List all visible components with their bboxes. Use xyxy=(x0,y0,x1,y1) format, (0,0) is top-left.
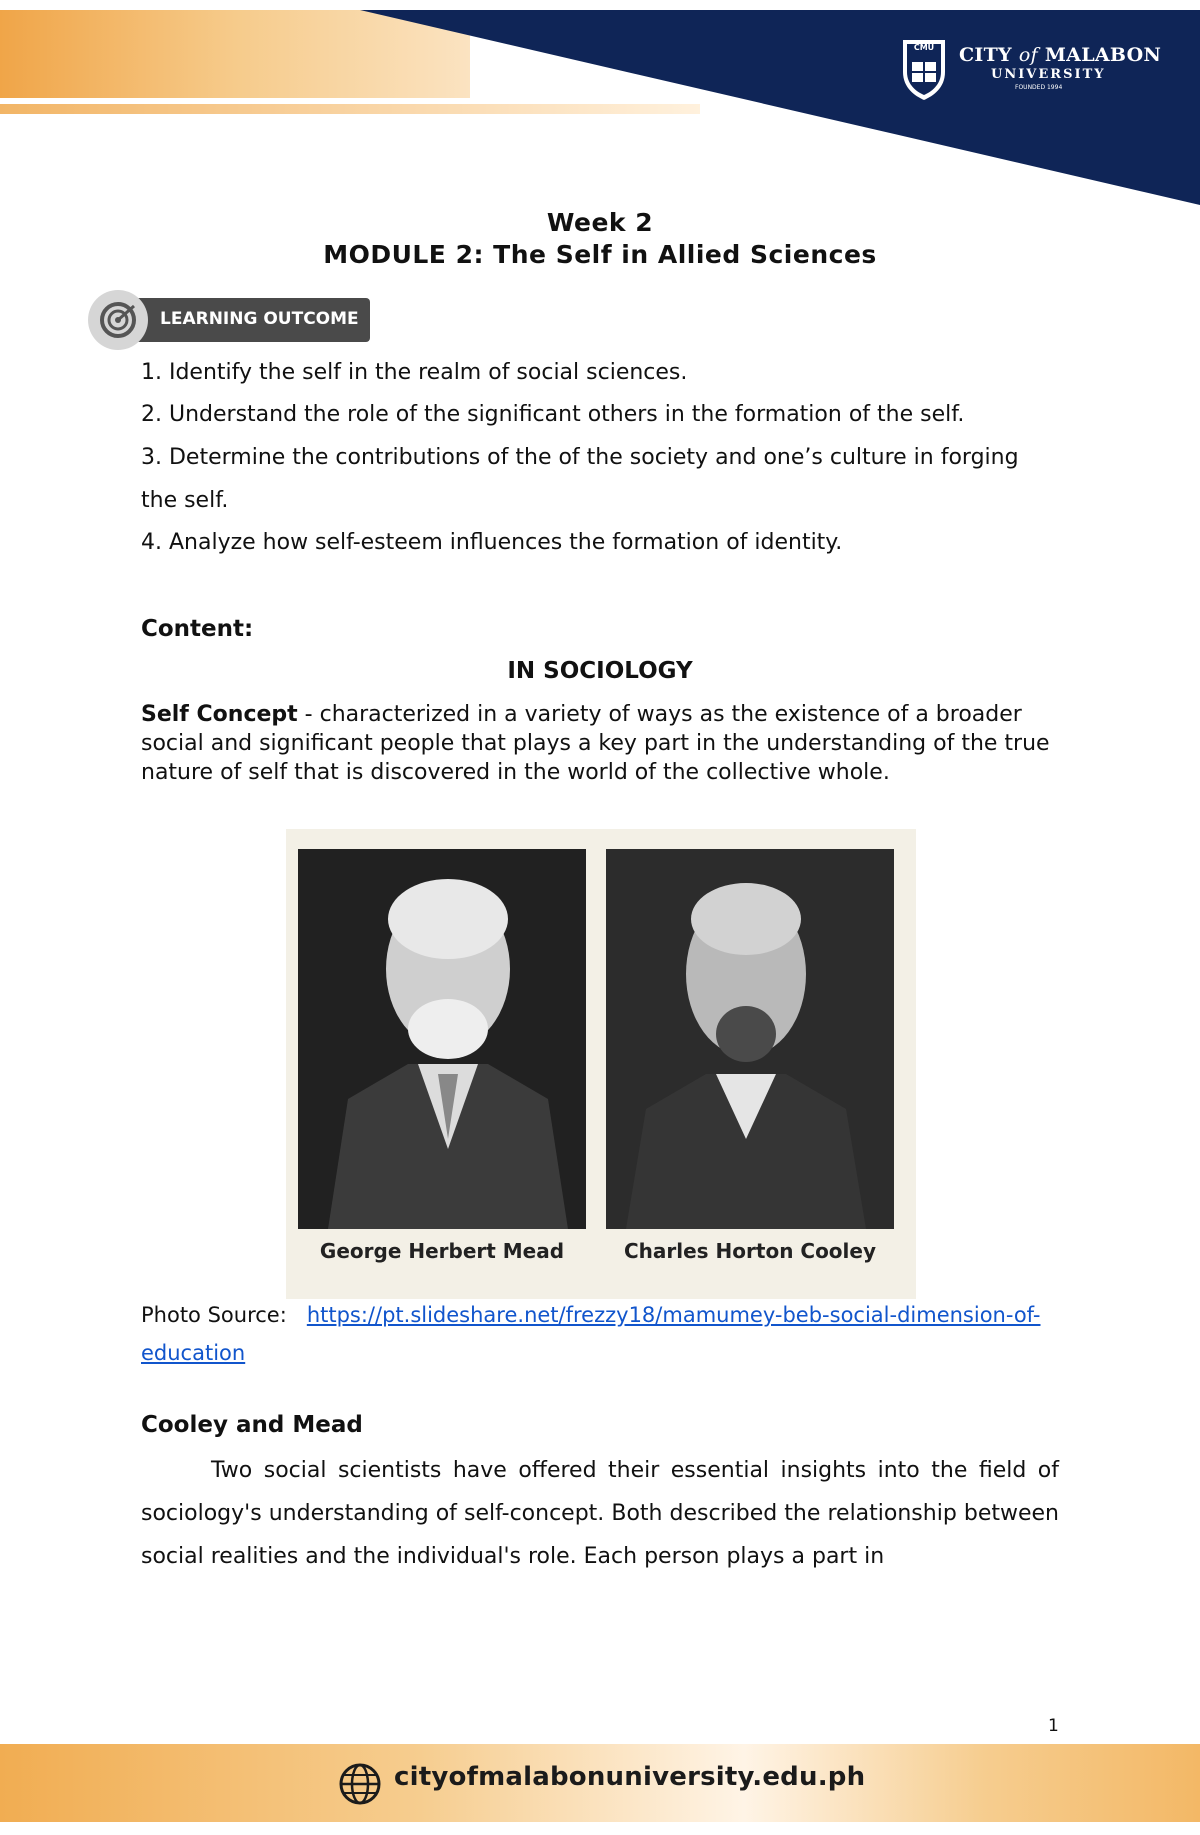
header-banner xyxy=(0,0,1200,220)
university-subtitle: UNIVERSITY xyxy=(991,67,1106,82)
university-name: CITY of MALABON xyxy=(959,44,1162,66)
outcome-item: 2. Understand the role of the significant others in the formation of the self. xyxy=(141,402,965,427)
self-concept-definition: - characterized in a variety of ways as the existence of a broader social and significant people that plays a key part in the understanding of the true nature of self that is discovered in the world of the collective whole. xyxy=(141,702,1050,785)
outcome-item: 4. Analyze how self-esteem influences the formation of identity. xyxy=(141,530,843,555)
page-number: 1 xyxy=(1048,1716,1059,1736)
mead-portrait xyxy=(298,849,586,1229)
learning-outcome-label: LEARNING OUTCOME xyxy=(160,309,359,329)
cooley-caption: Charles Horton Cooley xyxy=(623,1239,877,1263)
globe-icon xyxy=(338,1762,382,1806)
photo-source xyxy=(141,1296,1061,1372)
self-concept-term: Self Concept xyxy=(141,702,298,727)
university-logo xyxy=(899,36,1162,106)
target-icon xyxy=(98,300,138,340)
self-concept-paragraph xyxy=(141,700,1061,787)
cooley-portrait xyxy=(606,849,894,1229)
section-title: IN SOCIOLOGY xyxy=(507,658,693,684)
cooley-mead-heading: Cooley and Mead xyxy=(141,1412,363,1438)
module-title: MODULE 2: The Self in Allied Sciences xyxy=(323,240,877,269)
portrait-figure xyxy=(286,829,916,1299)
week-title: Week 2 xyxy=(546,208,654,237)
outcome-item: the self. xyxy=(141,488,229,513)
crest-label: CMU xyxy=(913,43,935,52)
person-photo-icon xyxy=(298,849,586,1229)
photo-source-label: Photo Source: xyxy=(141,1303,287,1327)
footer-website[interactable]: cityofmalabonuniversity.edu.ph xyxy=(394,1762,866,1792)
content-heading: Content: xyxy=(141,616,254,642)
mead-caption: George Herbert Mead xyxy=(319,1239,565,1263)
outcome-item: 3. Determine the contributions of the of the society and one’s culture in forging xyxy=(141,445,1019,470)
photo-source-link[interactable]: https://pt.slideshare.net/frezzy18/mamumey-beb-social-dimension-of-education xyxy=(141,1303,1041,1365)
person-photo-icon xyxy=(606,849,894,1229)
cooley-mead-paragraph: Two social scientists have offered their essential insights into the field of sociology's understanding of self-concept. Both described the relationship between social realities and the individual's role. Each person plays a part in xyxy=(141,1458,1059,1569)
outcome-item: 1. Identify the self in the realm of social sciences. xyxy=(141,360,688,385)
founded-label: FOUNDED 1994 xyxy=(1015,84,1063,91)
